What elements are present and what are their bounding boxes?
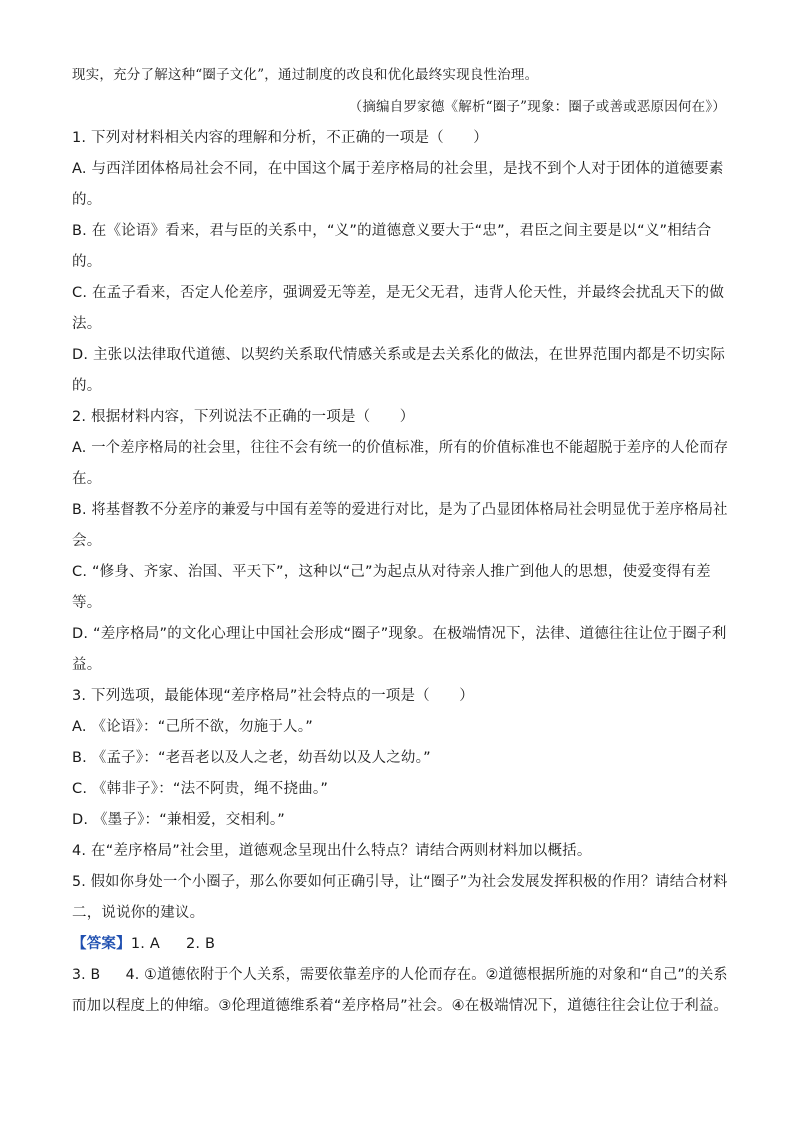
answer-tag: 【答案】: [72, 936, 131, 952]
answer-4: 4. ①道德依附于个人关系，需要依靠差序的人伦而存在。②道德根据所施的对象和“自己”的关系: [125, 967, 728, 983]
answer-line-1: [72, 934, 215, 954]
question-1-option-c: C. 在孟子看来，否定人伦差序，强调爱无等差，是无父无君，违背人伦天性，并最终会扰乱天下的做: [72, 285, 725, 301]
question-1-option-a-cont: 的。: [72, 192, 102, 208]
answer-4-cont: 而加以程度上的伸缩。③伦理道德维系着“差序格局”社会。④在极端情况下，道德往往会让位于利益。: [72, 998, 729, 1014]
question-4-stem: 4. 在“差序格局”社会里，道德观念呈现出什么特点？请结合两则材料加以概括。: [72, 843, 592, 859]
question-5-stem: 5. 假如你身处一个小圈子，那么你要如何正确引导，让“圈子”为社会发展发挥积极的作用？请结合材料: [72, 874, 728, 890]
question-2-stem: 2. 根据材料内容，下列说法不正确的一项是（ ）: [72, 409, 415, 425]
question-2-option-b: B. 将基督教不分差序的兼爱与中国有差等的爱进行对比，是为了凸显团体格局社会明显优于差序格局社: [72, 502, 728, 518]
question-2-option-a: A. 一个差序格局的社会里，往往不会有统一的价值标准，所有的价值标准也不能超脱于差序的人伦而存: [72, 440, 729, 456]
question-2-option-d-cont: 益。: [72, 657, 102, 673]
question-1-option-b: B. 在《论语》看来，君与臣的关系中，“义”的道德意义要大于“忠”，君臣之间主要是以“义”相结合: [72, 223, 712, 239]
answer-2: 2. B: [185, 936, 216, 952]
question-1-stem: 1. 下列对材料相关内容的理解和分析，不正确的一项是（ ）: [72, 130, 488, 146]
answer-1: 1. A: [130, 936, 160, 952]
question-1-option-d-cont: 的。: [72, 378, 102, 394]
question-3-option-a: A. 《论语》：“己所不欲，勿施于人。”: [72, 719, 313, 735]
question-2-option-c: C. “修身、齐家、治国、平天下”，这种以“己”为起点从对待亲人推广到他人的思想，使爱变得有差: [72, 564, 711, 580]
question-2-option-d: D. “差序格局”的文化心理让中国社会形成“圈子”现象。在极端情况下，法律、道德往往让位于圈子利: [72, 626, 727, 642]
question-3-option-b: B. 《孟子》：“老吾老以及人之老，幼吾幼以及人之幼。”: [72, 750, 431, 766]
question-3-stem: 3. 下列选项，最能体现“差序格局”社会特点的一项是（ ）: [72, 688, 474, 704]
question-2-option-a-cont: 在。: [72, 471, 102, 487]
question-1-option-a: A. 与西洋团体格局社会不同，在中国这个属于差序格局的社会里，是找不到个人对于团体的道德要素: [72, 161, 724, 177]
question-2-option-c-cont: 等。: [72, 595, 102, 611]
question-3-option-c: C. 《韩非子》：“法不阿贵，绳不挠曲。”: [72, 781, 329, 797]
question-2-option-b-cont: 会。: [72, 533, 102, 549]
question-3-option-d: D. 《墨子》：“兼相爱，交相利。”: [72, 812, 286, 828]
question-5-stem-cont: 二，说说你的建议。: [72, 905, 205, 921]
answer-line-2: [72, 965, 728, 985]
source-citation: （摘编自罗家德《解析“圈子”现象：圈子或善或恶原因何在》）: [348, 99, 726, 115]
question-1-option-b-cont: 的。: [72, 254, 102, 270]
question-1-option-d: D. 主张以法律取代道德、以契约关系取代情感关系或是去关系化的做法，在世界范围内都是不切实际: [72, 347, 726, 363]
question-1-option-c-cont: 法。: [72, 316, 102, 332]
intro-text: 现实，充分了解这种“圈子文化”，通过制度的改良和优化最终实现良性治理。: [72, 67, 539, 83]
answer-3: 3. B: [72, 967, 101, 983]
